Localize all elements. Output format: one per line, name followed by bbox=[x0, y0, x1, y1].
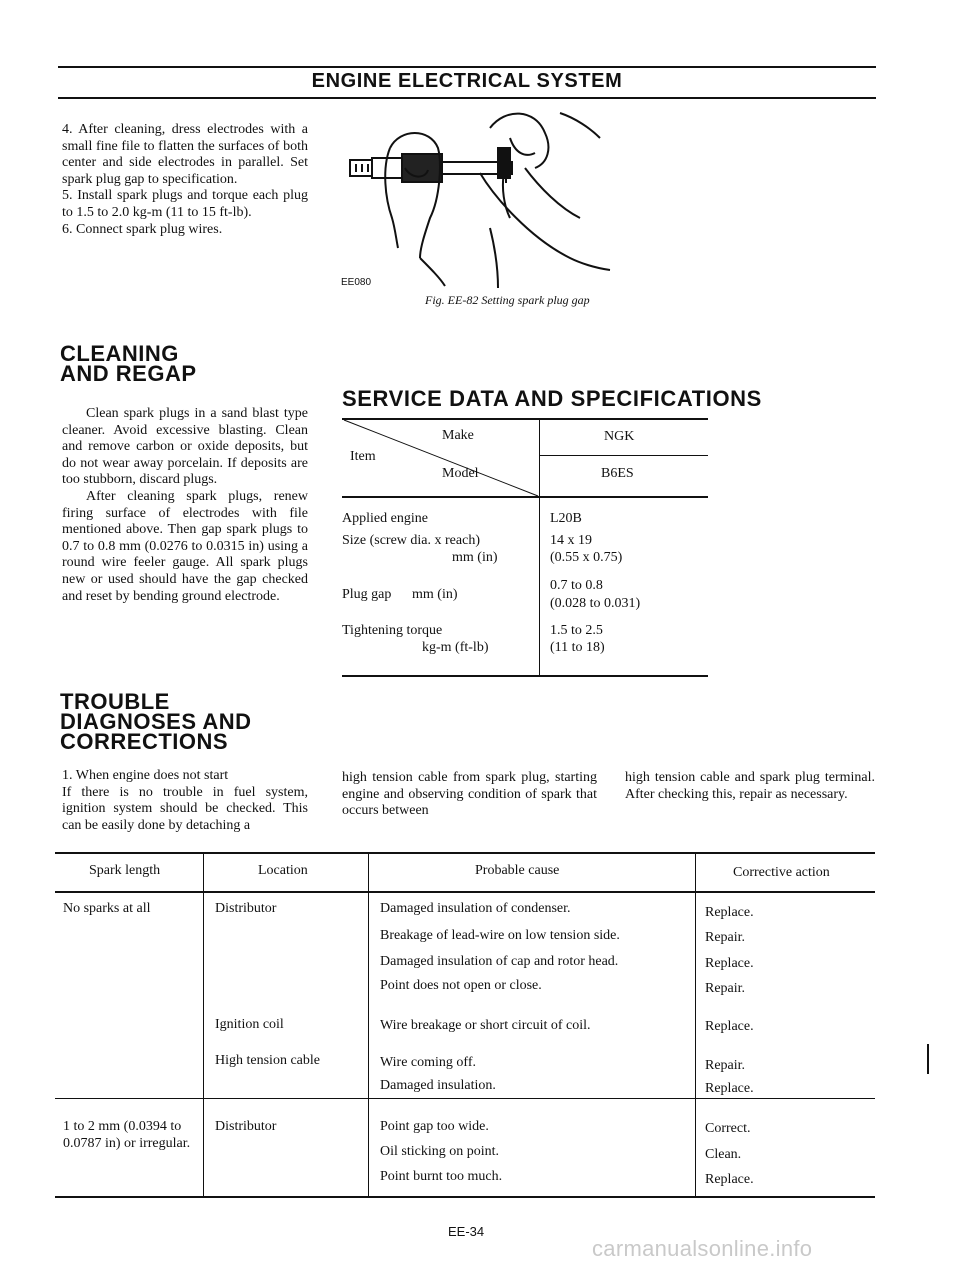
table-cell-action: Replace. bbox=[705, 1081, 754, 1096]
table-cell-cause: Damaged insulation of cap and rotor head. bbox=[380, 954, 619, 969]
trouble-title-line1: TROUBLE bbox=[60, 689, 170, 714]
table-cell-cause: Point gap too wide. bbox=[380, 1119, 489, 1134]
table-cell-location: Distributor bbox=[215, 1119, 277, 1134]
specs-row-label: Applied engine bbox=[342, 511, 428, 526]
table-cell-location: Ignition coil bbox=[215, 1017, 284, 1032]
specs-model-value: B6ES bbox=[601, 466, 634, 481]
cleaning-para-2: After cleaning spark plugs, renew firing surface of electrodes with file mentioned above. Then gap spark plugs to 0.7 to 0.8 mm (0.0276 to 0.0315 in) using a round wire feeler gauge. All spark plugs new or used should have the gap checked and reset by bending ground electrode. bbox=[62, 488, 308, 604]
table-cell-cause: Point burnt too much. bbox=[380, 1169, 503, 1184]
specs-make-value: NGK bbox=[604, 429, 635, 444]
table-rule-header bbox=[55, 891, 875, 893]
cleaning-para-1: Clean spark plugs in a sand blast type cleaner. Avoid excessive blasting. Clean and remove carbon or oxide deposits, but do not wear away porcelain. If deposits are too stubborn, discard plugs. bbox=[62, 406, 308, 488]
cleaning-title-line2: AND REGAP bbox=[60, 361, 197, 386]
specs-table bbox=[342, 418, 708, 680]
hand-gauge-illustration bbox=[330, 108, 630, 288]
table-rule-top bbox=[55, 852, 875, 854]
cleaning-section-title bbox=[60, 341, 197, 386]
table-header-location: Location bbox=[258, 863, 308, 878]
table-cell-cause: Wire breakage or short circuit of coil. bbox=[380, 1018, 591, 1033]
specs-row-value-alt: (0.028 to 0.031) bbox=[550, 596, 641, 611]
table-cell-action: Repair. bbox=[705, 930, 746, 945]
table-cell-spark: 1 to 2 mm (0.0394 to 0.0787 in) or irregular. bbox=[63, 1119, 191, 1151]
table-cell-action: Correct. bbox=[705, 1121, 751, 1136]
trouble-section-title bbox=[60, 689, 252, 754]
trouble-title-line2: DIAGNOSES AND bbox=[60, 709, 252, 734]
table-cell-cause: Breakage of lead-wire on low tension side. bbox=[380, 928, 620, 943]
table-cell-cause: Damaged insulation. bbox=[380, 1078, 496, 1093]
step-4: 4. After cleaning, dress electrodes with a small fine file to flatten the surfaces of both center and side electrodes in parallel. Set spark plug gap to specification. bbox=[62, 122, 308, 187]
specs-row-label: Size (screw dia. x reach) bbox=[342, 533, 480, 548]
specs-row-label: Plug gap bbox=[342, 587, 392, 602]
intro-steps bbox=[62, 122, 308, 238]
cleaning-title-line1: CLEANING bbox=[60, 341, 179, 366]
spark-plug-gap-figure bbox=[330, 108, 630, 288]
page-header-title: ENGINE ELECTRICAL SYSTEM bbox=[311, 70, 623, 92]
table-cell-location: Distributor bbox=[215, 901, 277, 916]
trouble-title-line3: CORRECTIONS bbox=[60, 729, 229, 754]
step-5: 5. Install spark plugs and torque each plug to 1.5 to 2.0 kg-m (11 to 15 ft-lb). bbox=[62, 188, 308, 220]
specs-make-label: Make bbox=[442, 428, 474, 443]
header-rule-top bbox=[58, 66, 876, 68]
table-col-rule-2 bbox=[368, 852, 369, 1198]
table-header-probable-cause: Probable cause bbox=[475, 863, 560, 878]
table-cell-cause: Damaged insulation of condenser. bbox=[380, 901, 571, 916]
figure-code: EE080 bbox=[341, 277, 372, 288]
table-col-rule-1 bbox=[203, 852, 204, 1198]
trouble-text-col1: 1. When engine does not start If there is no trouble in fuel system, ignition system should be checked. This can be easily done by detaching a bbox=[62, 768, 308, 833]
table-cell-cause: Wire coming off. bbox=[380, 1055, 476, 1070]
table-rule-group bbox=[55, 1098, 875, 1099]
table-col-rule-3 bbox=[695, 852, 696, 1198]
specs-row-value-alt: (0.55 x 0.75) bbox=[550, 550, 623, 565]
table-cell-action: Repair. bbox=[705, 981, 746, 996]
specs-row-unit: mm (in) bbox=[452, 550, 498, 565]
table-cell-action: Replace. bbox=[705, 905, 754, 920]
specs-row-value-alt: (11 to 18) bbox=[550, 640, 605, 655]
specs-item-label: Item bbox=[350, 449, 376, 464]
specs-row-unit: mm (in) bbox=[412, 587, 458, 602]
table-cell-location: High tension cable bbox=[215, 1053, 320, 1068]
trouble-diagnosis-table bbox=[55, 852, 875, 1204]
table-cell-action: Replace. bbox=[705, 956, 754, 971]
step-6: 6. Connect spark plug wires. bbox=[62, 221, 223, 237]
table-cell-cause: Oil sticking on point. bbox=[380, 1144, 499, 1159]
specs-rule-mid bbox=[540, 455, 708, 456]
specs-model-label: Model bbox=[442, 466, 479, 481]
table-cell-spark: No sparks at all bbox=[63, 901, 151, 916]
table-cell-action: Repair. bbox=[705, 1058, 746, 1073]
specs-row-value: L20B bbox=[550, 511, 582, 526]
specs-row-label: Tightening torque bbox=[342, 623, 443, 638]
cleaning-body bbox=[62, 406, 308, 605]
table-rule-bottom bbox=[55, 1196, 875, 1198]
trouble-text-col3: high tension cable and spark plug terminal. After checking this, repair as necessary. bbox=[625, 770, 875, 802]
specs-row-value: 0.7 to 0.8 bbox=[550, 578, 603, 593]
figure-caption: Fig. EE-82 Setting spark plug gap bbox=[425, 293, 590, 307]
table-header-corrective-action: Corrective action bbox=[733, 865, 830, 880]
trouble-text-col2: high tension cable from spark plug, starting engine and observing condition of spark that occurs between bbox=[342, 770, 597, 819]
watermark-text: carmanualsonline.info bbox=[592, 1236, 813, 1261]
specs-title: SERVICE DATA AND SPECIFICATIONS bbox=[342, 386, 762, 411]
margin-mark bbox=[927, 1044, 929, 1074]
page-number: EE-34 bbox=[448, 1224, 485, 1239]
table-cell-action: Replace. bbox=[705, 1172, 754, 1187]
table-cell-action: Clean. bbox=[705, 1147, 742, 1162]
table-cell-cause: Point does not open or close. bbox=[380, 978, 542, 993]
specs-row-unit: kg-m (ft-lb) bbox=[422, 640, 489, 655]
specs-row-value: 1.5 to 2.5 bbox=[550, 623, 603, 638]
table-header-spark-length: Spark length bbox=[89, 863, 161, 878]
header-rule-bottom bbox=[58, 97, 876, 99]
specs-rule-bottom bbox=[342, 675, 708, 677]
specs-row-value: 14 x 19 bbox=[550, 533, 592, 548]
table-cell-action: Replace. bbox=[705, 1019, 754, 1034]
